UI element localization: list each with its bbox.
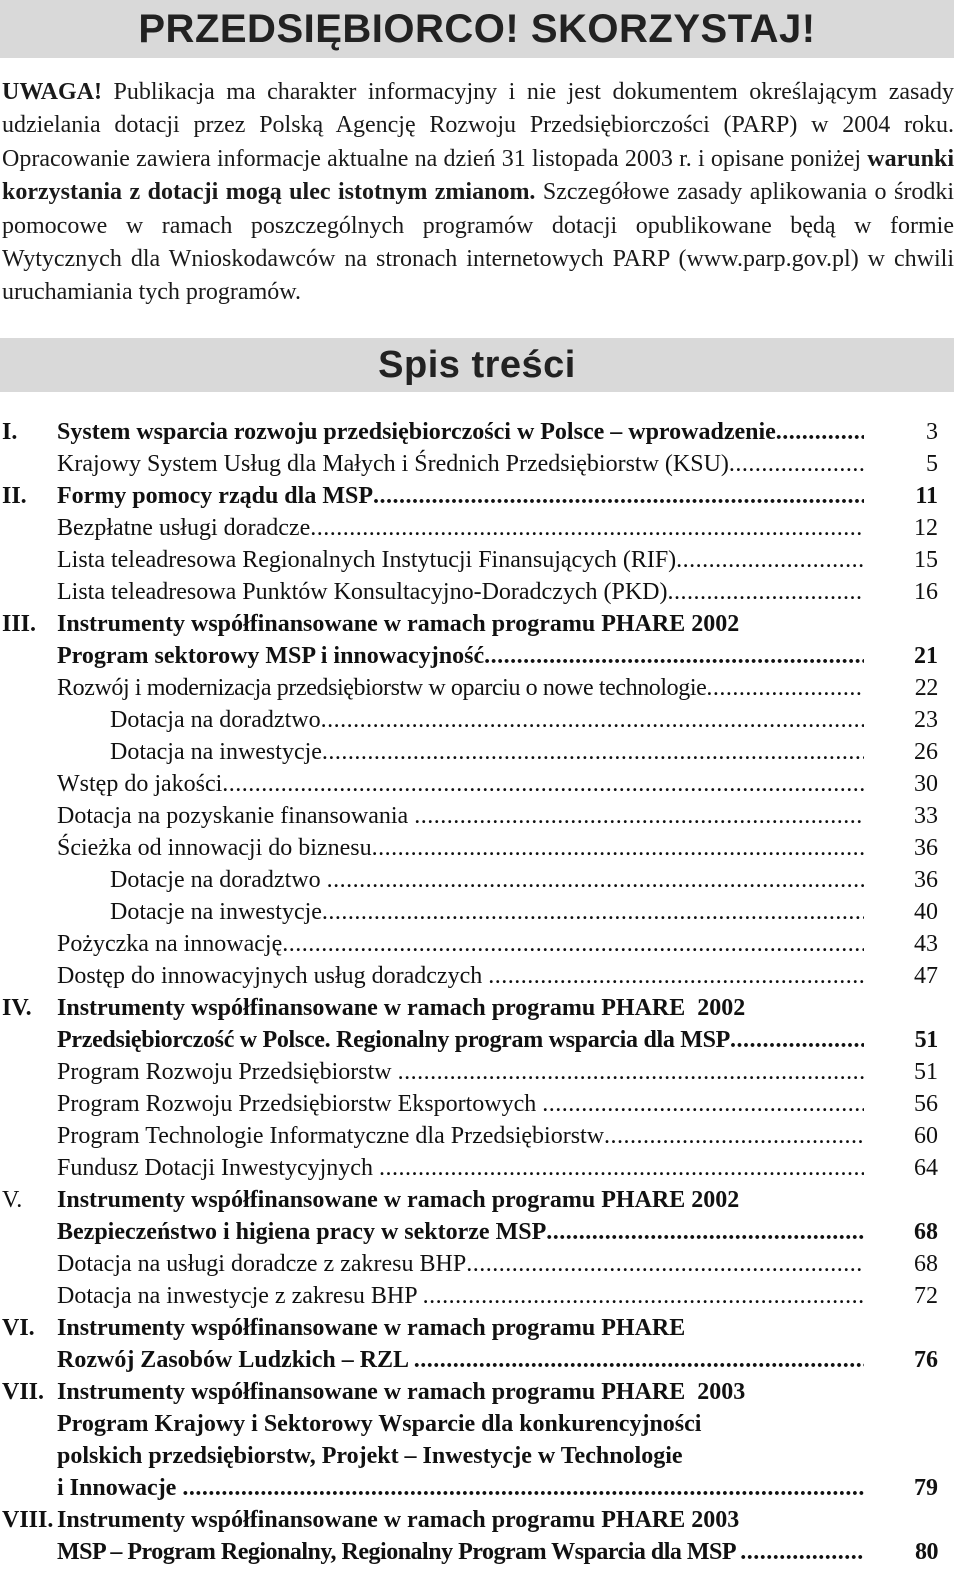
toc-leader-dots (729, 448, 864, 480)
toc-entry[interactable] (110, 896, 864, 928)
toc-entry-title: Rozwój i modernizacja przedsiębiorstw w oparciu o nowe technologie (57, 675, 707, 701)
toc-leader-dots (310, 512, 864, 544)
toc-entry-title: Wstęp do jakości (57, 771, 223, 797)
toc-row (0, 832, 960, 864)
toc-leader-dots (604, 1120, 864, 1152)
toc-page-number: 79 (914, 1475, 938, 1501)
toc-row (0, 512, 960, 544)
toc-leader-dots (706, 672, 864, 704)
toc-entry[interactable] (57, 1248, 864, 1280)
toc-entry[interactable] (57, 1088, 864, 1120)
toc-leader-dots (321, 704, 864, 736)
toc-leader-dots (322, 896, 864, 928)
toc-section-number: VIII. (2, 1507, 54, 1533)
toc-entry-title[interactable]: Instrumenty współfinansowane w ramach programu PHARE 2002 (57, 995, 746, 1021)
toc-entry-title: Program sektorowy MSP i innowacyjność (57, 643, 485, 669)
toc-row (0, 800, 960, 832)
toc-entry[interactable] (57, 1472, 864, 1504)
toc-entry-title: MSP – Program Regionalny, Regionalny Program Wsparcia dla MSP (57, 1539, 741, 1565)
toc-section-number: II. (2, 483, 27, 509)
toc-row (0, 736, 960, 768)
intro-text-bold: warunki korzystania z dotacji mogą ulec istotnym zmianom. (2, 145, 954, 206)
toc-page-number: 12 (914, 515, 938, 541)
toc-page-number: 11 (915, 483, 938, 509)
toc-row (0, 1312, 960, 1344)
toc-entry-title: Dotacja na usługi doradcze z zakresu BHP (57, 1251, 467, 1277)
toc-entry[interactable] (57, 800, 864, 832)
toc-entry[interactable] (57, 1056, 864, 1088)
toc-row (0, 960, 960, 992)
toc-entry-title: i Innowacje (57, 1475, 183, 1501)
toc-row (0, 928, 960, 960)
toc-row (0, 1184, 960, 1216)
toc-entry-title[interactable]: Program Krajowy i Sektorowy Wsparcie dla konkurencyjności (57, 1411, 702, 1437)
toc-entry[interactable] (57, 928, 864, 960)
toc-page-number: 64 (914, 1155, 938, 1181)
toc-entry-title: Dotacja na inwestycje (110, 739, 322, 765)
toc-leader-dots (222, 768, 864, 800)
toc-row (0, 416, 960, 448)
toc-entry[interactable] (110, 704, 864, 736)
intro-text-part2: Szczegółowe zasady aplikowania o środki pomocowe w ramach poszczególnych programów dotacji opublikowane będą w formie Wytycznych dla Wnioskodawców na stronach internetowych PARP (www.parp.gov.pl) w chwili uruchamiania tych programów. (2, 179, 954, 306)
toc-title-banner (0, 338, 954, 392)
toc-entry-title: Dotacja na inwestycje z zakresu BHP (57, 1283, 423, 1309)
toc-entry[interactable] (57, 416, 864, 448)
toc-entry-title[interactable]: Instrumenty współfinansowane w ramach programu PHARE 2002 (57, 1187, 740, 1213)
toc-page-number: 23 (914, 707, 938, 733)
toc-entry-title: Fundusz Dotacji Inwestycyjnych (57, 1155, 379, 1181)
toc-row (0, 704, 960, 736)
toc-entry-title: Lista teleadresowa Regionalnych Instytucji Finansujących (RIF) (57, 547, 677, 573)
toc-entry[interactable] (57, 672, 864, 704)
toc-page-number: 30 (914, 771, 938, 797)
toc-leader-dots (740, 1536, 864, 1568)
toc-entry[interactable] (57, 1152, 864, 1184)
toc-entry-title: Program Rozwoju Przedsiębiorstw Eksportowych (57, 1091, 543, 1117)
toc-entry[interactable] (57, 1280, 864, 1312)
toc-leader-dots (423, 1280, 864, 1312)
toc-entry-title: Przedsiębiorczość w Polsce. Regionalny program wsparcia dla MSP (57, 1027, 731, 1053)
toc-leader-dots (182, 1472, 864, 1504)
toc-row (0, 1248, 960, 1280)
toc-entry-title: Dotacja na pozyskanie finansowania (57, 803, 415, 829)
toc-leader-dots (414, 800, 864, 832)
toc-entry-title: Bezpieczeństwo i higiena pracy w sektorze MSP (57, 1219, 547, 1245)
intro-paragraph (2, 76, 954, 310)
toc-row (0, 1056, 960, 1088)
toc-entry-title[interactable]: Instrumenty współfinansowane w ramach programu PHARE 2002 (57, 611, 740, 637)
toc-leader-dots (668, 576, 865, 608)
toc-entry[interactable] (57, 832, 864, 864)
toc-page-number: 36 (914, 867, 938, 893)
toc-page-number: 68 (914, 1219, 938, 1245)
toc-leader-dots (372, 832, 864, 864)
toc-page-number: 33 (914, 803, 938, 829)
toc-entry-title: Dotacje na inwestycje (110, 899, 322, 925)
toc-leader-dots (327, 864, 864, 896)
toc-entry-title: Program Rozwoju Przedsiębiorstw (57, 1059, 398, 1085)
toc-entry[interactable] (57, 544, 864, 576)
toc-entry-title[interactable]: Instrumenty współfinansowane w ramach programu PHARE 2003 (57, 1507, 740, 1533)
toc-entry-title: System wsparcia rozwoju przedsiębiorczości w Polsce – wprowadzenie (57, 419, 776, 445)
toc-section-number: V. (2, 1187, 23, 1213)
toc-row (0, 608, 960, 640)
toc-page-number: 47 (914, 963, 938, 989)
toc-leader-dots (542, 1088, 864, 1120)
toc-entry[interactable] (57, 640, 864, 672)
toc-page-number: 40 (914, 899, 938, 925)
toc-entry-title: Pożyczka na innowację (57, 931, 283, 957)
toc-entry-title: Bezpłatne usługi doradcze (57, 515, 311, 541)
toc-entry-title[interactable]: Instrumenty współfinansowane w ramach programu PHARE (57, 1315, 686, 1341)
toc-entry[interactable] (57, 960, 864, 992)
toc-leader-dots (414, 1344, 864, 1376)
toc-section-number: I. (2, 419, 18, 445)
toc-row (0, 576, 960, 608)
toc-page-number: 36 (914, 835, 938, 861)
toc-page-number: 21 (914, 643, 938, 669)
toc-entry[interactable] (57, 1120, 864, 1152)
toc-leader-dots (398, 1056, 864, 1088)
toc-row (0, 1120, 960, 1152)
table-of-contents (0, 416, 960, 1568)
toc-row (0, 1088, 960, 1120)
toc-leader-dots (484, 640, 864, 672)
toc-section-number: IV. (2, 995, 32, 1021)
toc-row (0, 672, 960, 704)
toc-page-number: 16 (914, 579, 938, 605)
toc-section-number: VI. (2, 1315, 35, 1341)
toc-entry[interactable] (57, 768, 864, 800)
toc-entry[interactable] (57, 1536, 864, 1568)
toc-row (0, 1280, 960, 1312)
toc-page-number: 51 (914, 1027, 938, 1053)
toc-leader-dots (466, 1248, 864, 1280)
toc-page-number: 76 (914, 1347, 938, 1373)
toc-row (0, 768, 960, 800)
toc-row (0, 1408, 960, 1440)
toc-row (0, 1216, 960, 1248)
toc-leader-dots (373, 480, 864, 512)
toc-page-number: 15 (914, 547, 938, 573)
intro-text-part1: Publikacja ma charakter informacyjny i nie jest dokumentem określającym zasady udzielania dotacji przez Polską Agencję Rozwoju Przedsiębiorczości (PARP) w 2004 roku. Opracowanie zawiera informacje aktualne na dzień 31 listopada 2003 r. i opisane poniżej (2, 79, 954, 172)
toc-page-number: 56 (914, 1091, 938, 1117)
toc-row (0, 1440, 960, 1472)
toc-entry[interactable] (57, 512, 864, 544)
toc-entry[interactable] (57, 1024, 864, 1056)
toc-page-number: 3 (926, 419, 938, 445)
toc-entry[interactable] (57, 576, 864, 608)
toc-leader-dots (379, 1152, 864, 1184)
toc-entry-title: Dostęp do innowacyjnych usług doradczych (57, 963, 489, 989)
toc-leader-dots (730, 1024, 864, 1056)
toc-entry-title[interactable]: Instrumenty współfinansowane w ramach programu PHARE 2003 (57, 1379, 746, 1405)
toc-page-number: 22 (914, 675, 938, 701)
toc-leader-dots (282, 928, 864, 960)
toc-page-number: 72 (914, 1283, 938, 1309)
toc-row (0, 864, 960, 896)
page-title: PRZEDSIĘBIORCO! SKORZYSTAJ! (138, 6, 816, 51)
toc-leader-dots (546, 1216, 864, 1248)
toc-row (0, 480, 960, 512)
toc-row (0, 544, 960, 576)
toc-page-number: 26 (914, 739, 938, 765)
toc-section-number: VII. (2, 1379, 45, 1405)
page-title-banner (0, 0, 954, 58)
toc-title: Spis treści (378, 343, 576, 386)
toc-row (0, 1024, 960, 1056)
toc-entry-title: Krajowy System Usług dla Małych i Średnich Przedsiębiorstw (KSU) (57, 451, 729, 477)
toc-page-number: 43 (914, 931, 938, 957)
toc-entry[interactable] (57, 448, 864, 480)
toc-entry-title: Dotacja na doradztwo (110, 707, 321, 733)
toc-row (0, 1504, 960, 1536)
toc-entry[interactable] (57, 1344, 864, 1376)
toc-entry-title[interactable]: polskich przedsiębiorstw, Projekt – Inwestycje w Technologie (57, 1443, 683, 1469)
toc-row (0, 1152, 960, 1184)
toc-entry[interactable] (110, 864, 864, 896)
toc-row (0, 1344, 960, 1376)
toc-row (0, 1376, 960, 1408)
toc-row (0, 1472, 960, 1504)
toc-leader-dots (488, 960, 864, 992)
toc-row (0, 992, 960, 1024)
toc-entry-title: Ścieżka od innowacji do biznesu (57, 835, 372, 861)
toc-entry-title: Lista teleadresowa Punktów Konsultacyjno-Doradczych (PKD) (57, 579, 668, 605)
toc-entry-title: Formy pomocy rządu dla MSP (57, 483, 373, 509)
toc-entry-title: Rozwój Zasobów Ludzkich – RZL (57, 1347, 414, 1373)
toc-entry[interactable] (110, 736, 864, 768)
toc-page-number: 5 (926, 451, 938, 477)
toc-entry-title: Program Technologie Informatyczne dla Przedsiębiorstw (57, 1123, 605, 1149)
toc-row (0, 448, 960, 480)
toc-leader-dots (776, 416, 864, 448)
toc-leader-dots (322, 736, 864, 768)
toc-page-number: 51 (914, 1059, 938, 1085)
toc-leader-dots (676, 544, 864, 576)
toc-page-number: 68 (914, 1251, 938, 1277)
toc-page-number: 80 (915, 1539, 938, 1565)
toc-entry-title: Dotacje na doradztwo (110, 867, 327, 893)
toc-section-number: III. (2, 611, 37, 637)
toc-entry[interactable] (57, 480, 864, 512)
toc-page-number: 60 (914, 1123, 938, 1149)
toc-entry[interactable] (57, 1216, 864, 1248)
toc-row (0, 640, 960, 672)
toc-row (0, 1536, 960, 1568)
toc-row (0, 896, 960, 928)
warning-label: UWAGA! (2, 79, 102, 105)
